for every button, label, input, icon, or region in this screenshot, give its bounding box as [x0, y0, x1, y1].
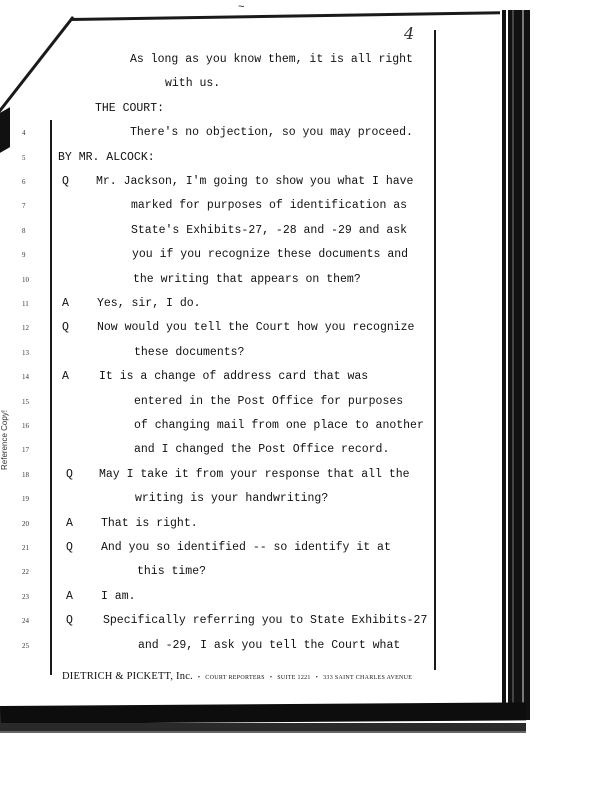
- line-number: 4: [22, 129, 26, 138]
- line-number: 14: [22, 373, 29, 382]
- line-text: As long as you know them, it is all right: [130, 53, 413, 66]
- transcript-line: [0, 199, 500, 219]
- line-text: And you so identified -- so identify it at: [101, 541, 391, 554]
- line-number: 9: [22, 251, 26, 260]
- speaker-label: Q: [66, 614, 73, 628]
- transcript-line: [0, 151, 500, 171]
- line-text: of changing mail from one place to another: [134, 419, 424, 432]
- transcript-line: [0, 395, 500, 415]
- transcript-line: [0, 419, 500, 439]
- line-text: BY MR. ALCOCK:: [58, 150, 155, 164]
- page-number: 4: [404, 24, 415, 43]
- transcript-line: [0, 541, 500, 561]
- footer-separator: •: [197, 675, 201, 681]
- transcript-line: [0, 126, 500, 146]
- transcript-line: [0, 102, 500, 122]
- page-stack-edge: [500, 10, 530, 720]
- line-text: Mr. Jackson, I'm going to show you what I have: [96, 175, 414, 188]
- line-text: State's Exhibits-27, -28 and -29 and ask: [131, 223, 408, 237]
- footer-separator: •: [269, 675, 273, 681]
- line-text: Specifically referring you to State Exhibits-27: [103, 614, 428, 628]
- line-text: That is right.: [101, 516, 198, 530]
- speaker-label: Q: [66, 541, 73, 554]
- line-number: 10: [22, 275, 29, 284]
- footer-address: 333 SAINT CHARLES AVENUE: [323, 675, 413, 681]
- speaker-label: A: [62, 370, 69, 384]
- transcript-line: [0, 492, 500, 512]
- speaker-label: Q: [66, 467, 73, 481]
- transcript-line: [0, 248, 500, 268]
- speaker-label: A: [66, 589, 73, 603]
- line-text: marked for purposes of identification as: [131, 199, 408, 213]
- line-text: writing is your handwriting?: [135, 492, 329, 506]
- line-text: Yes, sir, I do.: [97, 297, 201, 310]
- line-text: Now would you tell the Court how you recognize: [97, 321, 415, 335]
- transcript-line: [0, 273, 500, 293]
- line-text: I am.: [101, 589, 136, 603]
- line-number: 13: [22, 348, 29, 357]
- line-text: this time?: [137, 565, 207, 579]
- transcript-line: [0, 77, 500, 97]
- transcript-line: [0, 614, 500, 634]
- line-number: 25: [22, 641, 29, 650]
- line-text: these documents?: [134, 345, 245, 359]
- line-number: 21: [22, 544, 29, 552]
- transcript-line: [0, 370, 500, 390]
- line-number: 23: [22, 592, 29, 601]
- line-text: and I changed the Post Office record.: [134, 443, 390, 457]
- transcript-line: [0, 468, 500, 488]
- transcript-line: [0, 346, 500, 366]
- line-number: 6: [22, 178, 26, 186]
- line-number: 24: [22, 617, 29, 626]
- speaker-label: A: [66, 516, 73, 530]
- footer-firm: DIETRICH & PICKETT, Inc.: [62, 671, 193, 682]
- transcript-line: [0, 517, 500, 537]
- line-text: May I take it from your response that all the: [99, 467, 410, 481]
- line-text: you if you recognize these documents and: [132, 248, 409, 262]
- line-number: 7: [22, 202, 26, 211]
- transcript-line: [0, 321, 500, 341]
- transcript-line: [0, 639, 500, 659]
- line-number: 22: [22, 568, 29, 577]
- bottom-shadow-line: [0, 731, 526, 733]
- bottom-shadow-bar-2: [0, 723, 526, 731]
- footer: [62, 671, 412, 682]
- line-number: 12: [22, 324, 29, 333]
- transcript-line: [0, 224, 500, 244]
- line-number: 18: [22, 470, 29, 479]
- footer-role: COURT REPORTERS: [205, 675, 265, 681]
- line-number: 11: [22, 300, 29, 308]
- line-text: entered in the Post Office for purposes: [134, 394, 404, 408]
- transcript-line: [0, 53, 500, 73]
- paper-top-edge: [70, 11, 515, 21]
- line-number: 16: [22, 422, 29, 430]
- speaker-label: Q: [62, 321, 69, 335]
- transcript-line: [0, 565, 500, 585]
- line-number: 19: [22, 495, 29, 504]
- line-number: 17: [22, 446, 29, 455]
- line-text: with us.: [165, 77, 221, 91]
- transcript-line: [0, 443, 500, 463]
- side-reference-label: Reference Copy!: [0, 409, 9, 470]
- speaker-label: Q: [62, 175, 69, 188]
- line-text: THE COURT:: [95, 101, 165, 115]
- footer-separator: •: [315, 675, 319, 681]
- line-text: and -29, I ask you tell the Court what: [138, 638, 401, 652]
- transcript-line: [0, 175, 500, 195]
- line-text: There's no objection, so you may proceed.: [130, 126, 413, 140]
- top-scribble: ~: [238, 2, 245, 14]
- line-text: It is a change of address card that was: [99, 370, 369, 384]
- line-number: 15: [22, 397, 29, 406]
- footer-suite: SUITE 1221: [277, 675, 311, 681]
- speaker-label: A: [62, 297, 69, 310]
- transcript-line: [0, 590, 500, 610]
- line-number: 8: [22, 226, 26, 235]
- line-text: the writing that appears on them?: [133, 272, 361, 286]
- bottom-shadow-bar: [0, 702, 526, 724]
- line-number: 5: [22, 153, 26, 162]
- line-number: 20: [22, 519, 29, 528]
- transcript-line: [0, 297, 500, 317]
